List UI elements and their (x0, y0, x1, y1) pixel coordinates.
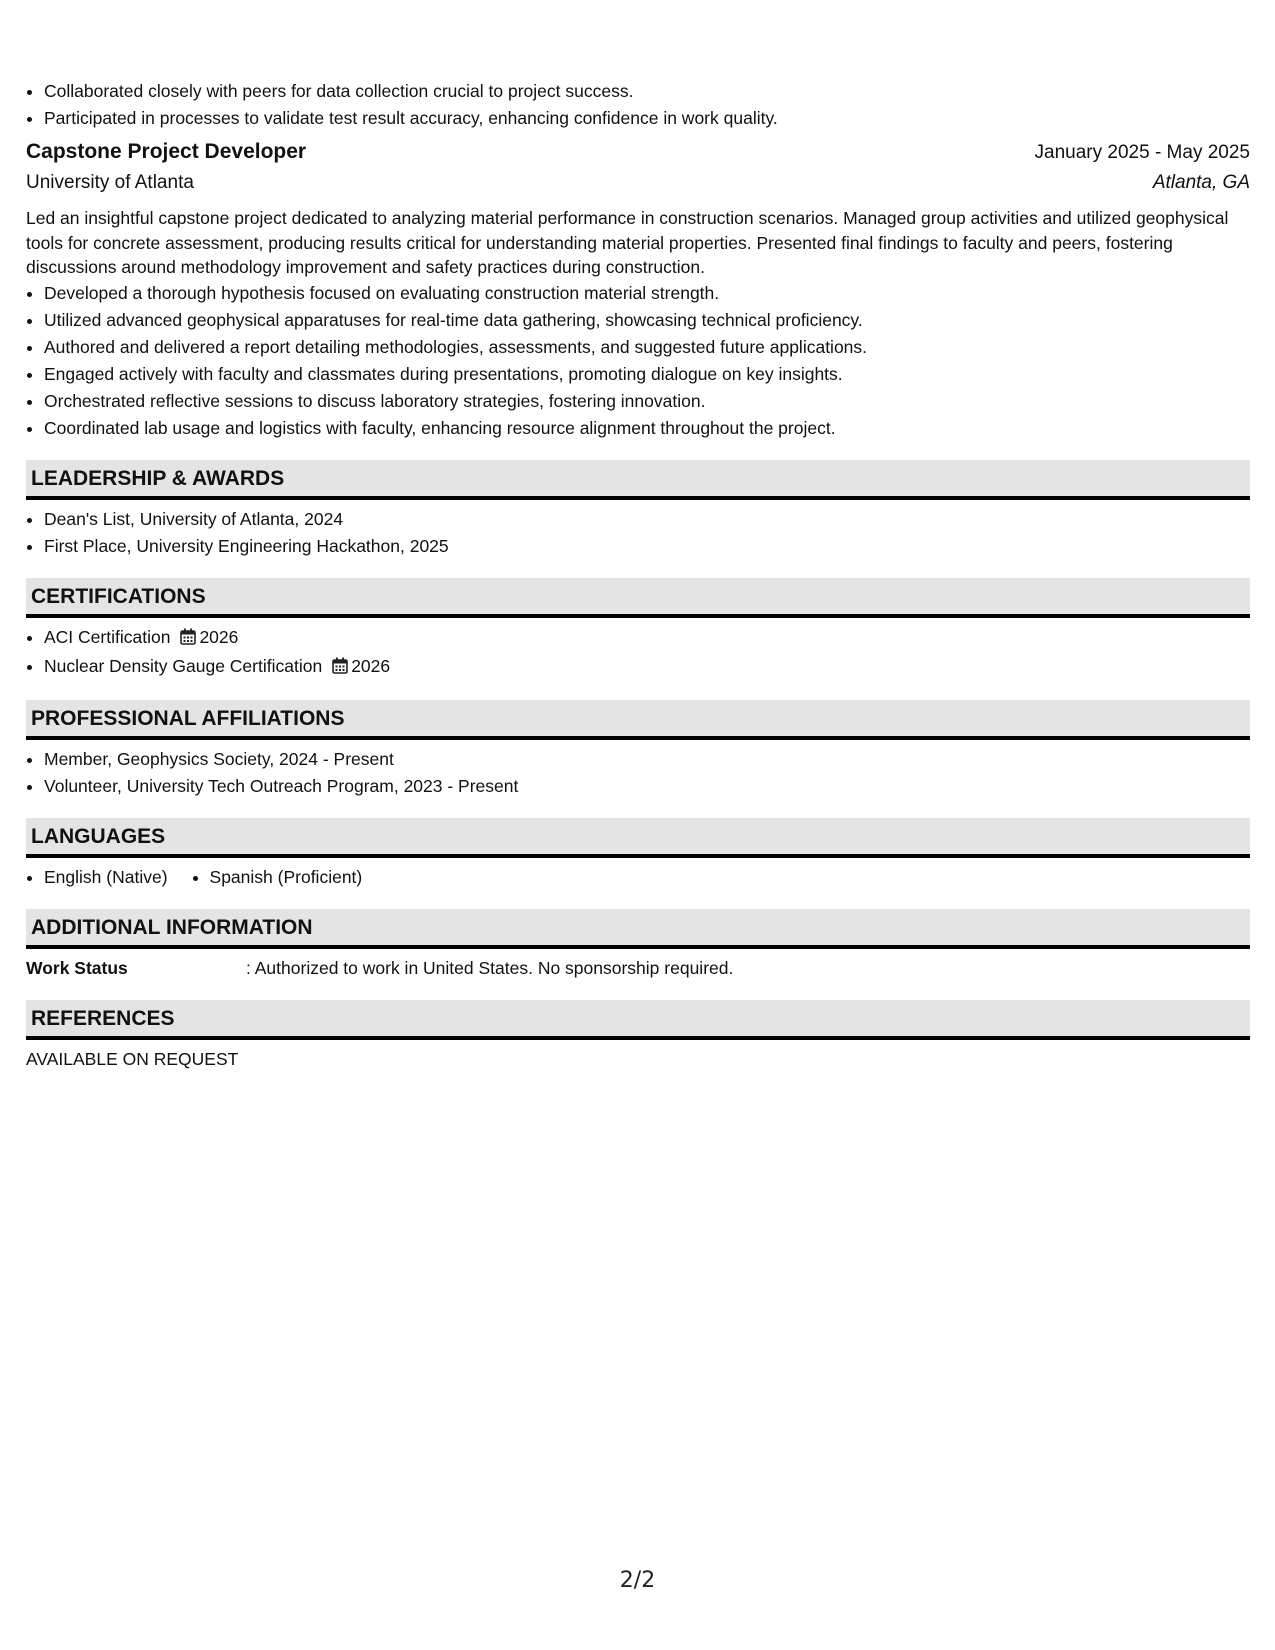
list-item (44, 653, 1250, 682)
certification-name: ACI Certification (44, 626, 171, 647)
references-text: AVAILABLE ON REQUEST (26, 1048, 239, 1069)
work-status-row (26, 955, 1250, 982)
list-item (44, 624, 1250, 653)
work-status-value: : Authorized to work in United States. No sponsorship required. (246, 957, 734, 978)
section-heading-affiliations: PROFESSIONAL AFFILIATIONS (26, 700, 1250, 740)
affiliations-list (26, 746, 1250, 800)
certification-name: Nuclear Density Gauge Certification (44, 655, 323, 676)
certification-year: 2026 (199, 626, 239, 647)
job-title: Capstone Project Developer (26, 140, 307, 163)
leadership-list (26, 506, 1250, 560)
calendar-icon (180, 626, 196, 653)
page-number: 2/2 (619, 1568, 656, 1593)
calendar-icon (332, 655, 348, 682)
list-item: • Orchestrated reflective sessions to discuss laboratory strategies, fostering innovation. (44, 388, 1250, 415)
section-heading-leadership: LEADERSHIP & AWARDS (26, 460, 1250, 500)
section-heading-additional-information: ADDITIONAL INFORMATION (26, 909, 1250, 949)
list-item: • Volunteer, University Tech Outreach Program, 2023 - Present (44, 773, 1250, 800)
list-item: • Dean's List, University of Atlanta, 2024 (44, 506, 1250, 533)
certifications-list (26, 624, 1250, 682)
work-status-label: Work Status (26, 957, 128, 978)
list-item: • Spanish (Proficient) (210, 864, 363, 891)
list-item: • Authored and delivered a report detailing methodologies, assessments, and suggested future applications. (44, 334, 1250, 361)
list-item: • Member, Geophysics Society, 2024 - Present (44, 746, 1250, 773)
resume-page (26, 78, 1250, 1073)
certification-year: 2026 (351, 655, 391, 676)
languages-list (26, 864, 1250, 891)
list-item: • Collaborated closely with peers for data collection crucial to project success. (44, 78, 1250, 105)
list-item: • Developed a thorough hypothesis focused on evaluating construction material strength. (44, 280, 1250, 307)
section-heading-languages: LANGUAGES (26, 818, 1250, 858)
list-item: • Participated in processes to validate test result accuracy, enhancing confidence in work quality. (44, 105, 1250, 132)
list-item: • Coordinated lab usage and logistics with faculty, enhancing resource alignment throughout the project. (44, 415, 1250, 442)
section-heading-references: REFERENCES (26, 1000, 1250, 1040)
job-description: Led an insightful capstone project dedicated to analyzing material performance in construction scenarios. Managed group activities and utilized geophysical tools for concrete assessment, producing results critical for understanding material properties. Presented final findings to faculty and peers, fostering discussions around methodology improvement and safety practices during construction. (26, 208, 1229, 277)
job-organization: University of Atlanta (26, 172, 194, 193)
list-item: • First Place, University Engineering Hackathon, 2025 (44, 533, 1250, 560)
list-item: • Engaged actively with faculty and classmates during presentations, promoting dialogue on key insights. (44, 361, 1250, 388)
job-location: Atlanta, GA (1152, 172, 1250, 193)
section-heading-certifications: CERTIFICATIONS (26, 578, 1250, 618)
list-item: • English (Native) (44, 864, 168, 891)
job-entry (26, 140, 1250, 442)
list-item: • Utilized advanced geophysical apparatuses for real-time data gathering, showcasing technical proficiency. (44, 307, 1250, 334)
experience-bullet-list (26, 78, 1250, 132)
job-dates: January 2025 - May 2025 (1034, 142, 1250, 163)
job-bullet-list (26, 280, 1250, 442)
